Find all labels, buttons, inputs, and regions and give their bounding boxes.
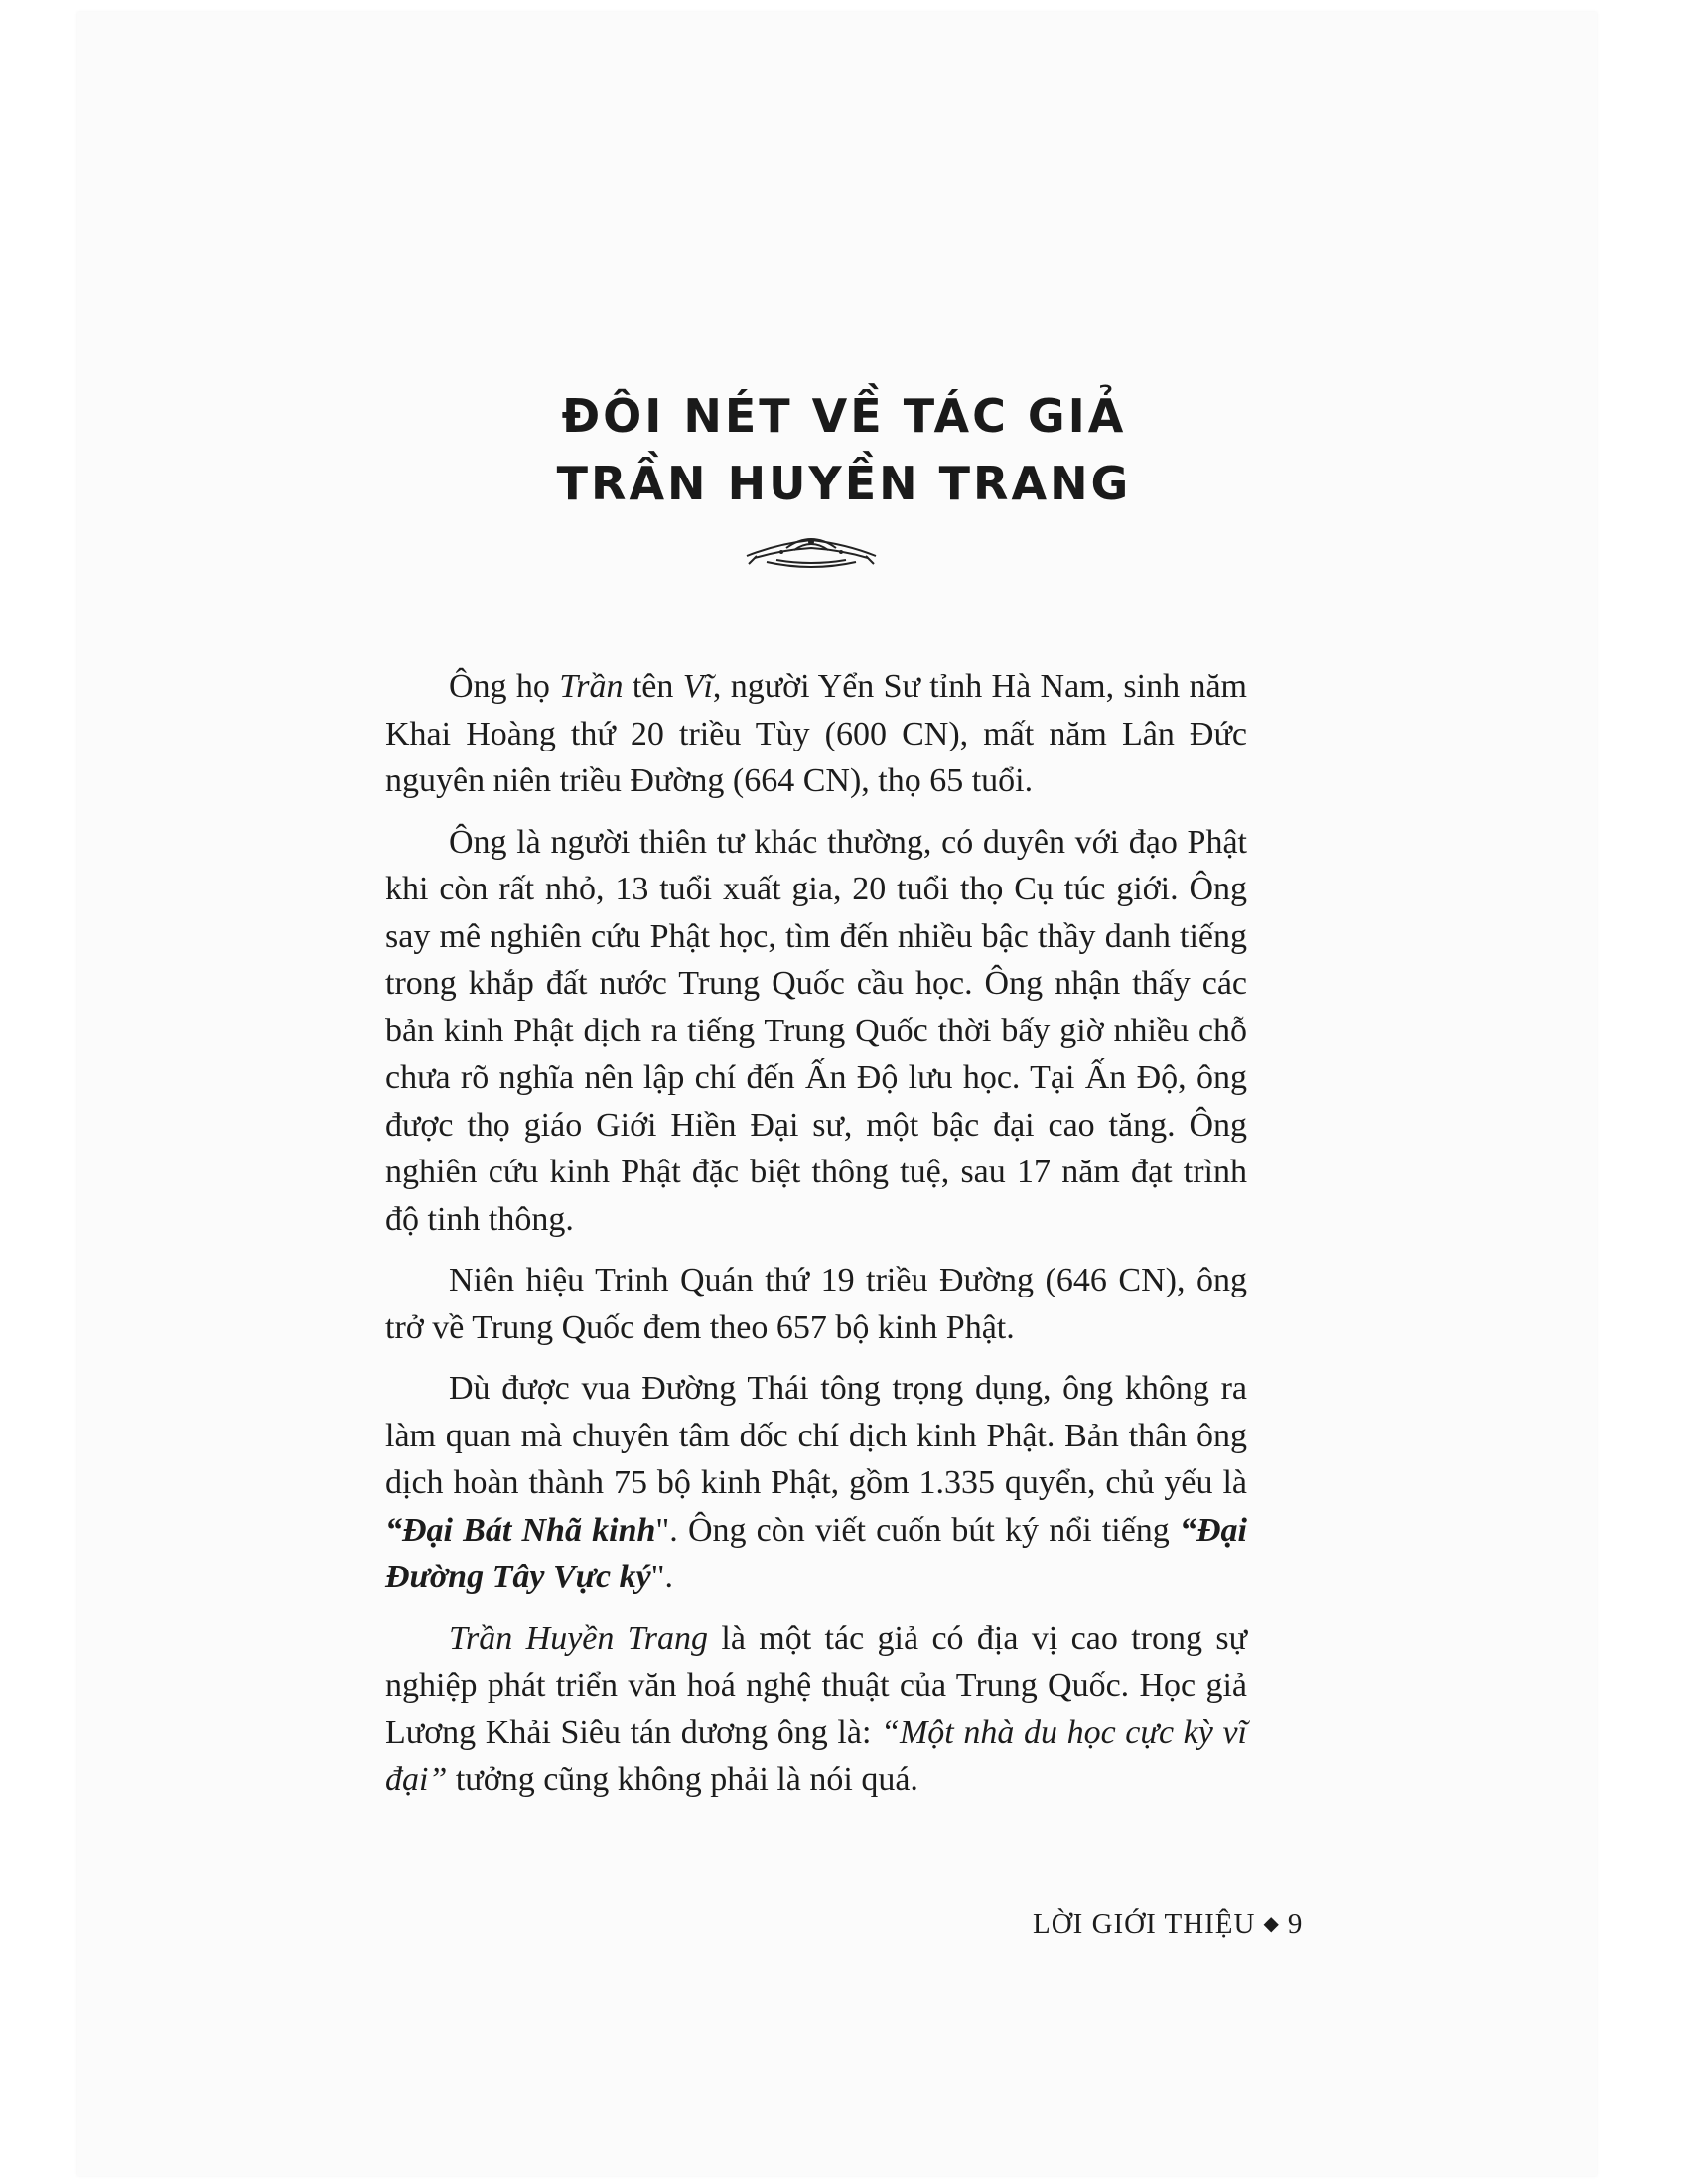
text-run: Ông họ bbox=[449, 668, 560, 705]
text-run: tên bbox=[623, 668, 683, 705]
paragraph-4 bbox=[385, 1365, 1247, 1601]
italic-name-vi: Vĩ bbox=[682, 668, 713, 705]
text-run: ". Ông còn viết cuốn bút ký nổi tiếng bbox=[655, 1511, 1180, 1549]
book-title-dai-duong-tay-vuc: “Đại Đường Tây Vực ký bbox=[385, 1511, 1247, 1595]
body-text bbox=[385, 663, 1247, 1818]
paragraph-2: Ông là người thiên tư khác thường, có duyên với đạo Phật khi còn rất nhỏ, 13 tuổi xuất gia, 20 tuổi thọ Cụ túc giới. Ông say mê nghiên cứu Phật học, tìm đến nhiều bậc thầy danh tiếng trong khắp đất nước Trung Quốc cầu học. Ông nhận thấy các bản kinh Phật dịch ra tiếng Trung Quốc thời bấy giờ nhiều chỗ chưa rõ nghĩa nên lập chí đến Ấn Độ lưu học. Tại Ấn Độ, ông được thọ giáo Giới Hiền Đại sư, một bậc đại cao tăng. Ông nghiên cứu kinh Phật đặc biệt thông tuệ, sau 17 năm đạt trình độ tinh thông. bbox=[385, 823, 1247, 1238]
italic-quote: “Một nhà du học cực kỳ vĩ đại” bbox=[385, 1713, 1248, 1798]
book-title-dai-bat-nha: “Đại Bát Nhã kinh bbox=[385, 1511, 656, 1549]
italic-author-name: Trần Huyền Trang bbox=[449, 1619, 709, 1657]
text-run: , người Yển Sư tỉnh Hà Nam, sinh năm Khai Hoàng thứ 20 triều Tùy (600 CN), mất năm Lân Đức nguyên niên triều Đường (664 CN), thọ 65 tuổi. bbox=[385, 668, 1247, 799]
paragraph-1 bbox=[385, 663, 1247, 805]
text-run: ". bbox=[650, 1559, 674, 1595]
text-run: tưởng cũng không phải là nói quá. bbox=[447, 1761, 918, 1798]
page-number: 9 bbox=[1287, 1908, 1304, 1940]
italic-name-tran: Trần bbox=[559, 668, 624, 705]
text-run: là một tác giả có địa vị cao trong sự nghiệp phát triển văn hoá nghệ thuật của Trung Quốc. Học giả Lương Khải Siêu tán dương ông là: bbox=[385, 1619, 1248, 1751]
text-run: Dù được vua Đường Thái tông trọng dụng, ông không ra làm quan mà chuyên tâm dốc chí dịch kinh Phật. Bản thân ông dịch hoàn thành 75 bộ kinh Phật, gồm 1.335 quyển, chủ yếu là bbox=[385, 1370, 1247, 1501]
paragraph-5 bbox=[385, 1615, 1247, 1804]
paragraph-3: Niên hiệu Trinh Quán thứ 19 triều Đường (646 CN), ông trở về Trung Quốc đem theo 657 bộ kinh Phật. bbox=[385, 1262, 1247, 1346]
chapter-title-line-2: TRẦN HUYỀN TRANG bbox=[556, 457, 1132, 510]
diamond-separator-icon: ◆ bbox=[1263, 1913, 1280, 1935]
chapter-title-line-1: ĐÔI NÉT VỀ TÁC GIẢ bbox=[561, 389, 1127, 443]
lotus-ornament-icon bbox=[737, 526, 886, 576]
page-footer bbox=[1033, 1908, 1303, 1941]
running-section-title: LỜI GIỚI THIỆU bbox=[1033, 1908, 1256, 1940]
